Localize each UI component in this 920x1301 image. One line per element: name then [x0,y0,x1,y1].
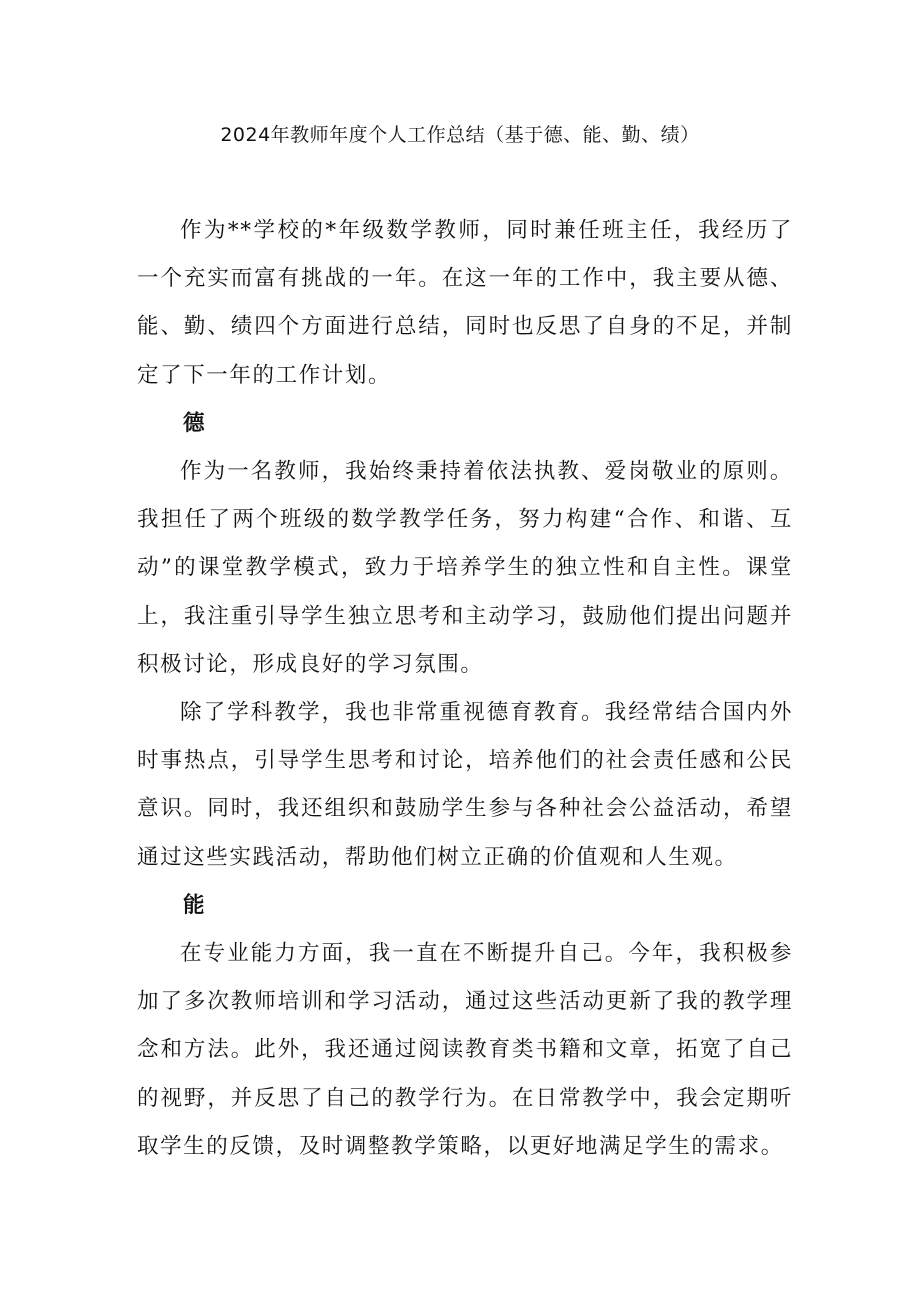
section-neng-paragraph-1: 在专业能力方面，我一直在不断提升自己。今年，我积极参加了多次教师培训和学习活动，通过这些活动更新了我的教学理念和方法。此外，我还通过阅读教育类书籍和文章，拓宽了自己的视野，并反思了自己的教学行为。在日常教学中，我会定期听取学生的反馈，及时调整教学策略，以更好地满足学生的需求。 [137,941,793,1159]
section-heading-de: 德 [183,410,207,436]
section-de-paragraph-2: 除了学科教学，我也非常重视德育教育。我经常结合国内外时事热点，引导学生思考和讨论，培养他们的社会责任感和公民意识。同时，我还组织和鼓励学生参与各种社会公益活动，希望通过这些实践活动，帮助他们树立正确的价值观和人生观。 [137,700,793,870]
section-de-paragraph-1: 作为一名教师，我始终秉持着依法执教、爱岗敬业的原则。我担任了两个班级的数学教学任务，努力构建“合作、和谐、互动”的课堂教学模式，致力于培养学生的独立性和自主性。课堂上，我注重引导学生独立思考和主动学习，鼓励他们提出问题并积极讨论，形成良好的学习氛围。 [137,459,793,677]
document-title: 2024年教师年度个人工作总结（基于德、能、勤、绩） [220,124,700,146]
section-heading-neng: 能 [183,892,207,918]
intro-paragraph: 作为**学校的*年级数学教师，同时兼任班主任，我经历了一个充实而富有挑战的一年。在这一年的工作中，我主要从德、能、勤、绩四个方面进行总结，同时也反思了自身的不足，并制定了下一年的工作计划。 [137,218,793,388]
document-body [137,207,793,1171]
